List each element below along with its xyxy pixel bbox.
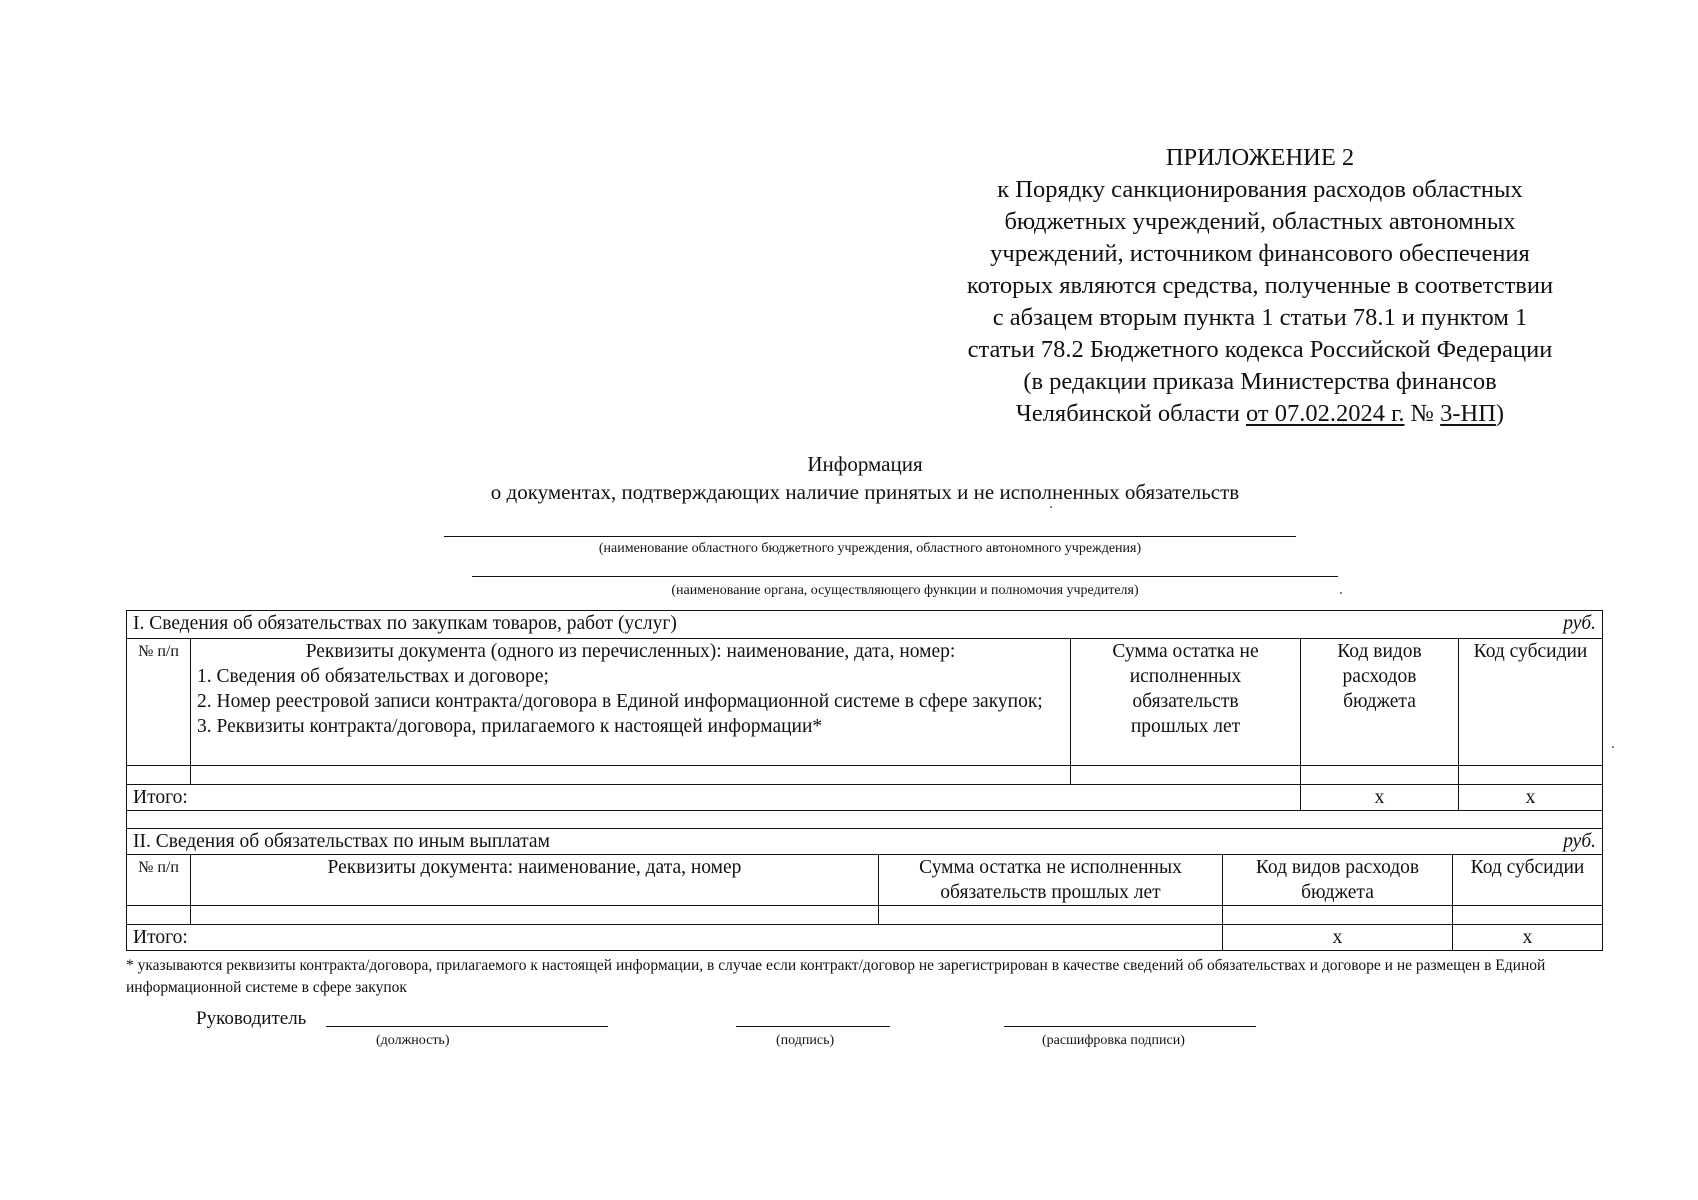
section-2-col-sum: Сумма остатка не исполненных обязательств прошлых лет <box>879 855 1223 906</box>
section-2-total-row <box>127 925 1603 951</box>
appendix-block <box>910 142 1610 430</box>
appendix-closing-paren: ) <box>1495 400 1505 427</box>
section-1-row-sum-cell[interactable] <box>1071 766 1301 785</box>
section-1-row-subsidy-cell[interactable] <box>1459 766 1603 785</box>
section-2-total-label: Итого: <box>127 925 1223 951</box>
order-number-sign: № <box>1410 400 1434 427</box>
scan-speck <box>1340 592 1342 594</box>
section-1-col-number: № п/п <box>127 639 191 766</box>
section-1-total-label: Итого: <box>127 785 1301 811</box>
appendix-region: Челябинской области <box>1015 400 1246 427</box>
section-2-row-code-cell[interactable] <box>1223 906 1453 925</box>
appendix-line-5: с абзацем вторым пункта 1 статьи 78.1 и пунктом 1 <box>992 304 1528 331</box>
section-2-data-row <box>127 906 1603 925</box>
section-1-col-subsidy: Код субсидии <box>1459 639 1603 766</box>
section-1-data-row <box>127 766 1603 785</box>
section-1-requisites-item-3: 3. Реквизиты контракта/договора, прилагаемого к настоящей информации* <box>197 716 823 737</box>
founder-caption: (наименование органа, осуществляющего функции и полномочия учредителя) <box>671 583 1139 598</box>
section-2-row-number-cell[interactable] <box>127 906 191 925</box>
section-1-title: I. Сведения об обязательствах по закупкам товаров, работ (услуг) <box>133 613 677 634</box>
scan-speck <box>1612 746 1614 748</box>
signature-decode-caption: (расшифровка подписи) <box>1042 1033 1185 1048</box>
section-1-total-row <box>127 785 1603 811</box>
section-1-col-requisites <box>191 639 1071 766</box>
section-1-title-cell <box>127 611 1603 639</box>
section-1-row-number-cell[interactable] <box>127 766 191 785</box>
section-1-table <box>126 610 1603 830</box>
section-2-col-requisites: Реквизиты документа: наименование, дата, номер <box>191 855 879 906</box>
section-2-row-subsidy-cell[interactable] <box>1453 906 1603 925</box>
appendix-line-3: учреждений, источником финансового обеспечения <box>990 240 1530 267</box>
section-2-total-subsidy: х <box>1453 925 1603 951</box>
order-date: от 07.02.2024 г. <box>1245 400 1405 427</box>
signature-label: Руководитель <box>196 1008 307 1029</box>
section-1-col-sum: Сумма остатка не исполненных обязательств прошлых лет <box>1071 639 1301 766</box>
position-caption: (должность) <box>376 1033 450 1048</box>
appendix-line-6: статьи 78.2 Бюджетного кодекса Российской Федерации <box>967 336 1553 363</box>
section-2-col-number: № п/п <box>127 855 191 906</box>
order-number: 3-НП <box>1440 400 1496 427</box>
section-1-row-requisites-cell[interactable] <box>191 766 1071 785</box>
section-2-title: II. Сведения об обязательствах по иным выплатам <box>133 831 550 852</box>
section-1-total-subsidy: х <box>1459 785 1603 811</box>
section-2-title-cell <box>127 829 1603 855</box>
footnote: * указываются реквизиты контракта/договора, прилагаемого к настоящей информации, в случае если контракт/договор не зарегистрирован в качестве сведений об обязательствах и договоре и не размещен в Единой информационной системе в сфере закупок <box>126 957 1546 996</box>
appendix-line-4: которых являются средства, полученные в соответствии <box>966 272 1554 299</box>
document-subtitle: о документах, подтверждающих наличие принятых и не исполненных обязательств <box>490 480 1240 504</box>
section-2-col-code: Код видов расходов бюджета <box>1223 855 1453 906</box>
section-1-requisites-item-2: 2. Номер реестровой записи контракта/договора в Единой информационной системе в сфере закупок; <box>197 691 1043 712</box>
signature-caption: (подпись) <box>776 1033 835 1048</box>
position-blank-line[interactable] <box>326 1026 608 1027</box>
appendix-line-8 <box>910 398 1610 430</box>
appendix-line-1: к Порядку санкционирования расходов областных <box>997 176 1523 203</box>
signature-decode-blank-line[interactable] <box>1004 1026 1256 1027</box>
section-separator-cell <box>127 811 1603 830</box>
section-2-table <box>126 828 1603 951</box>
section-1-row-code-cell[interactable] <box>1301 766 1459 785</box>
appendix-title: ПРИЛОЖЕНИЕ 2 <box>1165 144 1355 171</box>
institution-caption: (наименование областного бюджетного учреждения, областного автономного учреждения) <box>598 541 1142 556</box>
section-1-requisites-head: Реквизиты документа (одного из перечисленных): наименование, дата, номер: <box>305 641 956 662</box>
signature-blank-line[interactable] <box>736 1026 890 1027</box>
section-2-col-subsidy: Код субсидии <box>1453 855 1603 906</box>
section-1-total-code: х <box>1301 785 1459 811</box>
institution-blank-line[interactable] <box>444 536 1296 537</box>
scan-speck <box>1050 506 1052 508</box>
document-title: Информация <box>807 452 923 476</box>
section-1-requisites-item-1: 1. Сведения об обязательствах и договоре; <box>197 666 549 687</box>
section-2-row-requisites-cell[interactable] <box>191 906 879 925</box>
appendix-line-2: бюджетных учреждений, областных автономных <box>1004 208 1516 235</box>
section-separator-row <box>127 811 1603 830</box>
appendix-line-7: (в редакции приказа Министерства финансов <box>1023 368 1497 395</box>
section-2-unit: руб. <box>1563 831 1597 852</box>
section-1-unit: руб. <box>1563 613 1597 634</box>
founder-blank-line[interactable] <box>472 576 1338 577</box>
section-2-total-code: х <box>1223 925 1453 951</box>
section-1-col-code: Код видов расходов бюджета <box>1301 639 1459 766</box>
section-2-row-sum-cell[interactable] <box>879 906 1223 925</box>
